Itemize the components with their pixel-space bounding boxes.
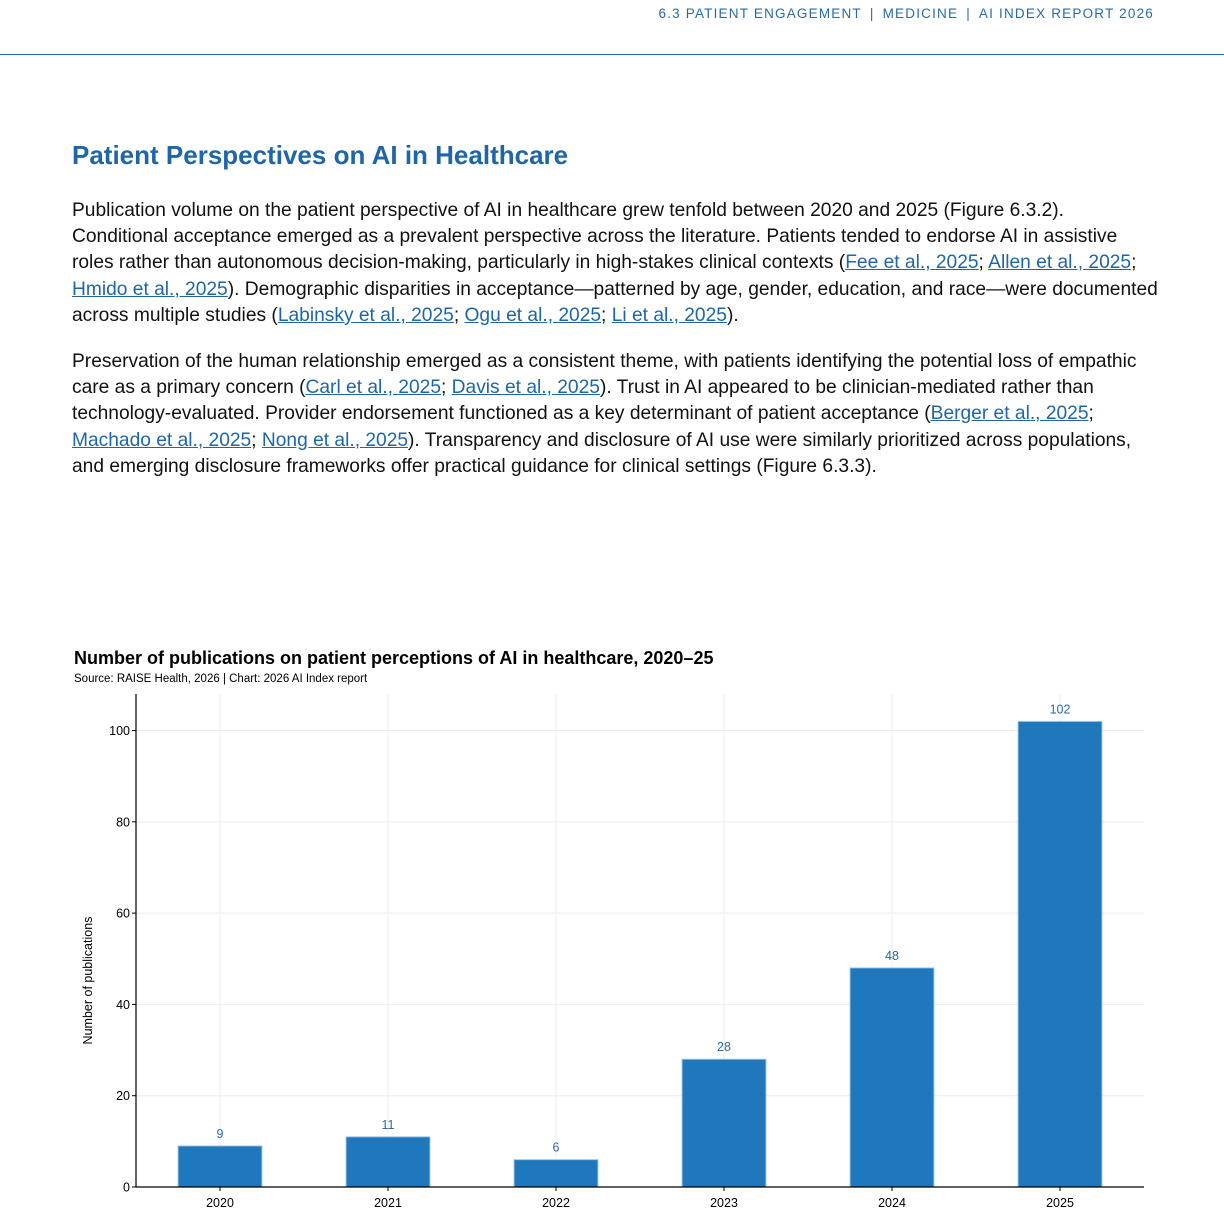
- chart-source: Source: RAISE Health, 2026 | Chart: 2026 AI Index report: [74, 673, 368, 685]
- bar: [178, 1146, 262, 1187]
- paragraph-text: ;: [441, 377, 452, 399]
- y-tick-label: 0: [123, 1180, 130, 1195]
- citation-link[interactable]: Hmido et al., 2025: [72, 278, 228, 300]
- paragraph-text: ;: [251, 429, 262, 451]
- y-tick-label: 20: [116, 1089, 130, 1104]
- paragraph-text: ).: [726, 304, 739, 326]
- bar: [850, 968, 934, 1187]
- citation-link[interactable]: Nong et al., 2025: [261, 429, 409, 451]
- y-axis-title: Number of publications: [81, 916, 95, 1045]
- paragraph-text: ). Demographic disparities in acceptance—patterned by age, gender, education, and race—were documented across multiple studies (: [72, 278, 1158, 326]
- citation-link[interactable]: Carl et al., 2025: [305, 377, 441, 399]
- citation-link[interactable]: Machado et al., 2025: [72, 429, 252, 451]
- header-chapter: MEDICINE: [882, 6, 959, 21]
- paragraph-text: ;: [453, 304, 465, 326]
- citation-link[interactable]: Ogu et al., 2025: [464, 304, 602, 326]
- citation-link[interactable]: Li et al., 2025: [611, 304, 727, 326]
- paragraph-text: ). Trust in AI appeared to be clinician-mediated rather than technology-evaluated. Provider endorsement functioned as a key determinant of patient acceptance (: [72, 377, 1094, 425]
- data-label: 11: [381, 1117, 395, 1132]
- paragraph-text: ;: [601, 304, 612, 326]
- y-tick-label: 40: [116, 997, 130, 1012]
- bar: [346, 1137, 430, 1187]
- chart-title: Number of publications on patient perceptions of AI in healthcare, 2020–25: [74, 648, 714, 668]
- data-label: 28: [717, 1040, 731, 1055]
- data-label: 6: [552, 1140, 560, 1155]
- paragraph-text: ). Transparency and disclosure of AI use were similarly prioritized across populations, and emerging disclosure frameworks offer practical guidance for clinical settings (Figure 6.3.3).: [72, 429, 1132, 477]
- data-label: 48: [885, 948, 899, 963]
- header-separator: |: [966, 6, 971, 21]
- bar: [682, 1059, 766, 1187]
- citation-link[interactable]: Labinsky et al., 2025: [277, 304, 454, 326]
- x-tick-label: 2024: [878, 1196, 906, 1210]
- header-separator: |: [869, 6, 875, 21]
- bar: [1018, 721, 1102, 1187]
- section-title: Patient Perspectives on AI in Healthcare: [72, 140, 569, 170]
- x-tick-label: 2025: [1046, 1196, 1074, 1210]
- x-tick-label: 2020: [206, 1196, 234, 1210]
- header-report: AI INDEX REPORT 2026: [978, 6, 1154, 21]
- citation-link[interactable]: Berger et al., 2025: [930, 403, 1089, 425]
- citation-link[interactable]: Davis et al., 2025: [451, 377, 600, 399]
- x-tick-label: 2021: [374, 1196, 402, 1210]
- data-label: 9: [216, 1126, 224, 1141]
- paragraph-text: ;: [1088, 403, 1094, 425]
- y-tick-label: 100: [109, 724, 130, 739]
- header-section: 6.3 PATIENT ENGAGEMENT: [658, 6, 862, 21]
- bar: [514, 1160, 598, 1187]
- paragraph-text: Preservation of the human relationship emerged as a consistent theme, with patients identifying the potential loss of empathic care as a primary concern (: [72, 351, 1137, 399]
- paragraph-text: ;: [1131, 252, 1137, 274]
- citation-link[interactable]: Allen et al., 2025: [988, 252, 1132, 274]
- data-label: 102: [1049, 702, 1071, 717]
- x-tick-label: 2022: [542, 1196, 570, 1210]
- y-tick-label: 60: [116, 906, 130, 921]
- x-tick-label: 2023: [710, 1196, 738, 1210]
- citation-link[interactable]: Fee et al., 2025: [845, 252, 979, 274]
- paragraph-text: ;: [978, 252, 989, 274]
- paragraph-text: Publication volume on the patient perspective of AI in healthcare grew tenfold between 2020 and 2025 (Figure 6.3.2). Conditional acceptance emerged as a prevalent perspective across the literature. Patients tended to endorse AI in assistive roles rather than autonomous decision-making, particularly in high-stakes clinical contexts (: [72, 200, 1118, 274]
- y-tick-label: 80: [116, 815, 130, 830]
